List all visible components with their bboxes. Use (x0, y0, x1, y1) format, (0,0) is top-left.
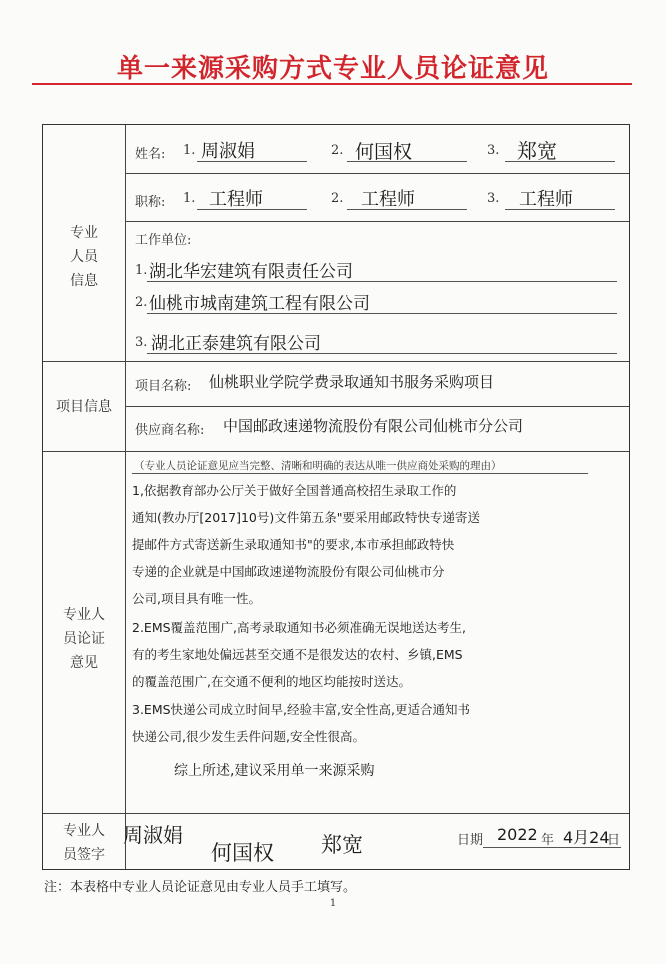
opinion-line: 快递公司,很少发生丢件问题,安全性很高。 (132, 729, 365, 744)
opinion-line: 综上所述,建议采用单一来源采购 (174, 763, 375, 779)
category-project: 项目信息 (56, 399, 112, 415)
hint-underline (132, 473, 588, 474)
unit-3: 湖北正泰建筑有限公司 (151, 334, 321, 354)
supplier-name: 中国邮政速递物流股份有限公司仙桃市分公司 (223, 417, 524, 435)
unit-num-1: 1. (135, 263, 148, 278)
title-3: 工程师 (519, 189, 573, 210)
name-1: 周淑娟 (201, 141, 255, 162)
title-label: 职称: (135, 195, 166, 210)
underline (197, 209, 307, 210)
opinion-line: 2.EMS覆盖范围广,高考录取通知书必须准确无误地送达考生, (132, 620, 466, 635)
name-num-3: 3. (487, 143, 500, 158)
date-underline (483, 847, 621, 848)
category-divider (125, 125, 126, 813)
page-number: 1 (329, 898, 337, 909)
underline (197, 161, 307, 162)
project-name-label: 项目名称: (135, 379, 192, 394)
underline (347, 161, 467, 162)
day-unit: 日 (607, 833, 621, 848)
footnote: 注：本表格中专业人员论证意见由专业人员手工填写。 (44, 880, 357, 895)
opinion-line: 通知(教办厅[2017]10号)文件第五条"要采用邮政特快专递寄送 (132, 510, 480, 525)
underline (347, 209, 467, 210)
opinion-line: 有的考生家地处偏远甚至交通不是很发达的农村、乡镇,EMS (132, 647, 463, 662)
supplier-label: 供应商名称: (135, 423, 205, 438)
row-divider (125, 406, 629, 407)
opinion-line: 提邮件方式寄送新生录取通知书"的要求,本市承担邮政特快 (132, 537, 455, 552)
underline (505, 161, 615, 162)
row-divider (125, 221, 629, 222)
name-2: 何国权 (355, 141, 413, 163)
title-rule (32, 83, 632, 85)
underline (505, 209, 615, 210)
opinion-line: 1,依据教育部办公厅关于做好全国普通高校招生录取工作的 (132, 483, 457, 498)
title-num-2: 2. (331, 191, 344, 206)
opinion-hint: （专业人员论证意见应当完整、清晰和明确的表达从唯一供应商处采购的理由） (134, 460, 502, 472)
page-title: 单一来源采购方式专业人员论证意见 (116, 54, 549, 84)
section-divider (43, 361, 629, 362)
underline (147, 353, 617, 354)
underline (147, 281, 617, 282)
date-label: 日期 (457, 833, 484, 848)
title-num-3: 3. (487, 191, 500, 206)
signature-3: 郑宽 (321, 833, 363, 857)
unit-1: 湖北华宏建筑有限责任公司 (149, 262, 353, 282)
underline (147, 313, 617, 314)
category-personnel: 专业人员信息 (70, 225, 98, 289)
date-month-day: 4月24 (563, 828, 610, 847)
date-year: 2022 (497, 825, 538, 844)
opinion-line: 公司,项目具有唯一性。 (132, 591, 261, 606)
name-label: 姓名: (135, 147, 166, 162)
title-2: 工程师 (361, 189, 415, 210)
project-name: 仙桃职业学院学费录取通知书服务采购项目 (209, 373, 495, 391)
title-num-1: 1. (183, 191, 196, 206)
opinion-line: 的覆盖范围广,在交通不便利的地区均能按时送达。 (132, 674, 411, 689)
section-divider (43, 451, 629, 452)
row-divider (125, 173, 629, 174)
opinion-line: 3.EMS快递公司成立时间早,经验丰富,安全性高,更适合通知书 (132, 702, 470, 717)
signature-2: 何国权 (211, 841, 274, 865)
opinion-line: 专递的企业就是中国邮政速递物流股份有限公司仙桃市分 (132, 564, 445, 579)
unit-num-3: 3. (135, 335, 148, 350)
units-label: 工作单位: (135, 233, 192, 248)
unit-num-2: 2. (135, 295, 148, 310)
section-divider (43, 813, 629, 814)
name-3: 郑宽 (517, 139, 557, 163)
category-opinion: 专业人员论证意见 (63, 607, 105, 671)
name-num-2: 2. (331, 143, 344, 158)
unit-2: 仙桃市城南建筑工程有限公司 (149, 294, 370, 314)
year-unit: 年 (541, 833, 555, 848)
title-1: 工程师 (209, 189, 263, 210)
category-signature: 专业人员签字 (63, 823, 105, 863)
signature-1: 周淑娟 (123, 823, 183, 847)
name-num-1: 1. (183, 143, 196, 158)
